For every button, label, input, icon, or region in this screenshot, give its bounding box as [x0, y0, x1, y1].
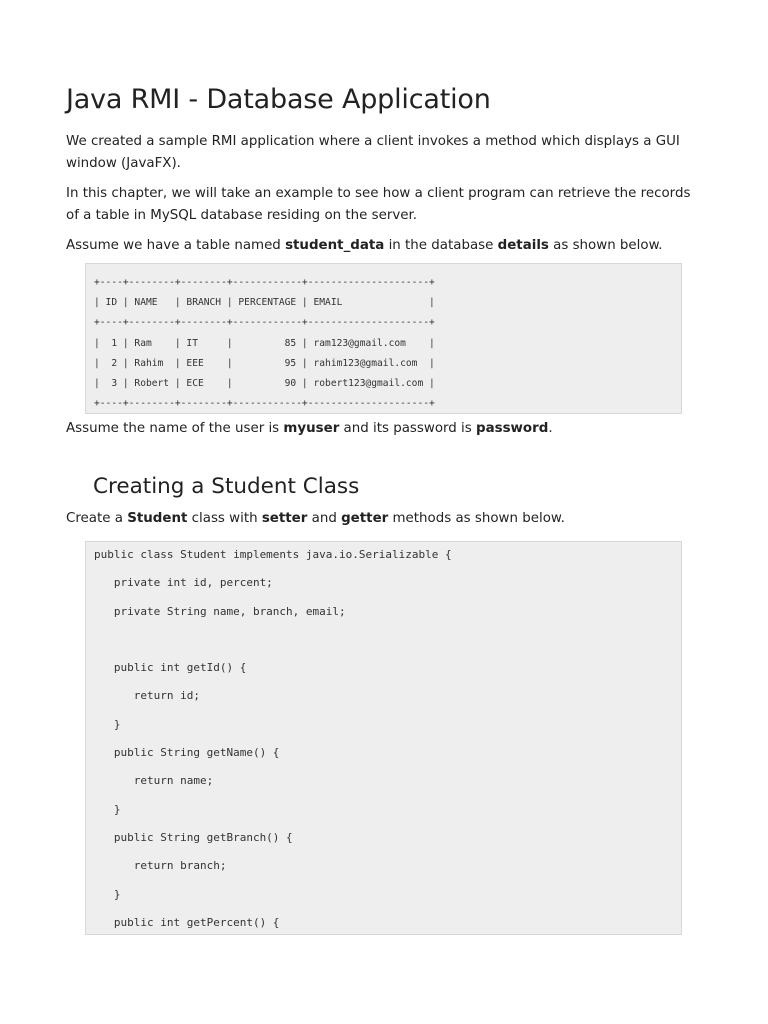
code-line: return name; [94, 774, 214, 788]
user-password: password [476, 421, 549, 436]
getter-word: getter [341, 511, 389, 526]
table-listing-line: | 1 | Ram | IT | 85 | ram123@gmail.com | [94, 337, 435, 349]
code-line: return branch; [94, 859, 227, 873]
assume-table-text-3: as shown below. [548, 238, 663, 253]
assume-user-text-3: . [548, 421, 553, 436]
code-line: return id; [94, 689, 200, 703]
code-line: } [94, 802, 121, 816]
section-intro-text-1: Create a [66, 511, 128, 526]
code-line: public int getId() { [94, 661, 247, 675]
code-line: public String getBranch() { [94, 830, 293, 844]
table-listing-box [85, 263, 682, 414]
code-line: } [94, 887, 121, 901]
setter-word: setter [261, 511, 308, 526]
class-name: Student [127, 511, 188, 526]
table-listing [86, 264, 681, 414]
code-line: private int id, percent; [94, 576, 273, 590]
assume-user-text-2: and its password is [339, 421, 476, 436]
assume-user-paragraph [66, 418, 706, 440]
table-listing-line: +----+--------+--------+------------+---------------------+ [94, 277, 435, 288]
assume-user-text-1: Assume the name of the user is [66, 421, 284, 436]
table-listing-line: +----+--------+--------+------------+---------------------+ [94, 317, 435, 329]
table-name: student_data [285, 238, 385, 253]
section-intro-text-4: methods as shown below. [388, 511, 565, 526]
assume-table-text-1: Assume we have a table named [66, 238, 286, 253]
assume-table-text-2: in the database [384, 238, 498, 253]
user-name: myuser [283, 421, 340, 436]
page-title: Java RMI - Database Application [66, 84, 491, 115]
table-listing-line: +----+--------+--------+------------+---------------------+ [94, 398, 435, 410]
table-listing-line: | 3 | Robert | ECE | 90 | robert123@gmail.com | [94, 378, 435, 390]
code-listing [86, 541, 681, 937]
section-title: Creating a Student Class [93, 474, 360, 499]
intro-paragraph-1: We created a sample RMI application where a client invokes a method which displays a GUI window (JavaFX). [66, 134, 680, 171]
intro-paragraph-2: In this chapter, we will take an example to see how a client program can retrieve the records of a table in MySQL database residing on the server. [66, 186, 691, 223]
section-intro-text-2: class with [187, 511, 262, 526]
table-listing-line: | ID | NAME | BRANCH | PERCENTAGE | EMAIL | [94, 297, 435, 309]
database-name: details [497, 238, 549, 253]
section-intro-paragraph [66, 508, 706, 530]
code-line: public int getPercent() { [94, 915, 280, 929]
code-line: private String name, branch, email; [94, 604, 346, 618]
assume-table-paragraph [66, 235, 706, 257]
code-line: public String getName() { [94, 746, 280, 760]
section-intro-text-3: and [307, 511, 342, 526]
table-listing-line: | 2 | Rahim | EEE | 95 | rahim123@gmail.com | [94, 357, 435, 369]
code-line: public class Student implements java.io.Serializable { [94, 548, 452, 561]
code-line: } [94, 717, 121, 731]
code-listing-box [85, 541, 682, 935]
